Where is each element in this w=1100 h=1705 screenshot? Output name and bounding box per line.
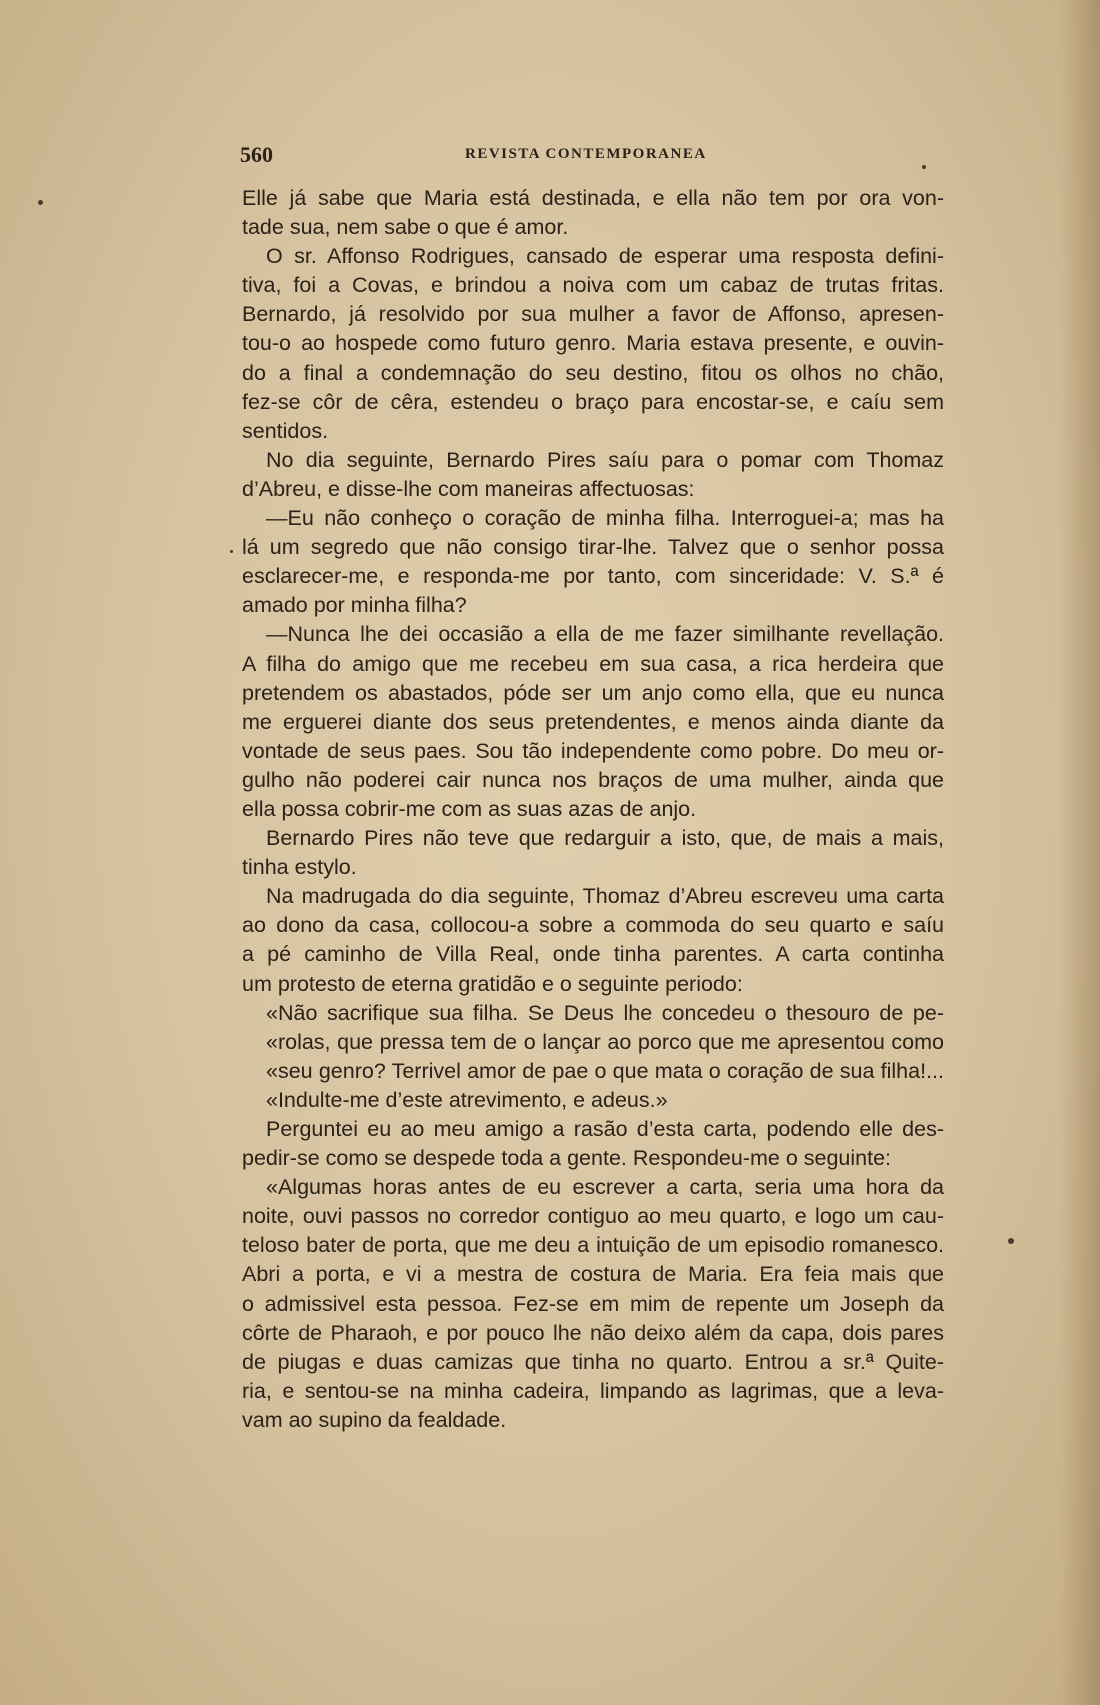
- text-line: fez-se côr de cêra, estendeu o braço para encostar-se, e caíu sem: [242, 389, 944, 414]
- text-line: A filha do amigo que me recebeu em sua casa, a rica herdeira que: [242, 651, 944, 676]
- text-line: —Nunca lhe dei occasião a ella de me fazer similhante revellação.: [266, 622, 944, 647]
- text-line: Bernardo Pires não teve que redarguir a isto, que, de mais a mais,: [266, 826, 944, 851]
- text-line: teloso bater de porta, que me deu a intuição de um episodio romanesco.: [242, 1233, 944, 1258]
- text-line: Bernardo, já resolvido por sua mulher a favor de Affonso, apresen-: [242, 302, 944, 327]
- text-line: Elle já sabe que Maria está destinada, e ella não tem por ora von-: [242, 186, 944, 210]
- text-line: Perguntei eu ao meu amigo a rasão d’esta carta, podendo elle des-: [266, 1117, 944, 1141]
- text-line: amado por minha filha?: [242, 593, 467, 618]
- text-line: vontade de seus paes. Sou tão independente como pobre. Do meu or-: [242, 738, 944, 763]
- text-line: tiva, foi a Covas, e brindou a noiva com um cabaz de trutas fritas.: [242, 273, 944, 298]
- text-line: um protesto de eterna gratidão e o seguinte periodo:: [242, 971, 743, 996]
- text-line: Na madrugada do dia seguinte, Thomaz d’Abreu escreveu uma carta: [266, 884, 944, 909]
- text-line: d’Abreu, e disse-lhe com maneiras affectuosas:: [242, 476, 695, 501]
- text-line: «Não sacrifique sua filha. Se Deus lhe concedeu o thesouro de pe-: [266, 1000, 944, 1025]
- text-line: No dia seguinte, Bernardo Pires saíu para o pomar com Thomaz: [266, 447, 944, 472]
- paper-speck: [38, 200, 43, 205]
- text-line: vam ao supino da fealdade.: [242, 1407, 507, 1432]
- text-line: tinha estylo.: [242, 855, 357, 880]
- text-line: côrte de Pharaoh, e por pouco lhe não deixo além da capa, dois pares: [242, 1320, 944, 1345]
- text-line: gulho não poderei cair nunca nos braços de uma mulher, ainda que: [242, 767, 944, 792]
- text-line: tade sua, nem sabe o que é amor.: [242, 215, 569, 240]
- text-line: me erguerei diante dos seus pretendentes, e menos ainda diante da: [242, 709, 944, 734]
- text-line: o admissivel esta pessoa. Fez-se em mim de repente um Joseph da: [242, 1291, 944, 1316]
- text-line: —Eu não conheço o coração de minha filha. Interroguei-a; mas ha: [266, 506, 944, 531]
- page-header: [240, 142, 942, 172]
- text-line: «rolas, que pressa tem de o lançar ao porco que me apresentou como: [266, 1029, 944, 1054]
- text-line: a pé caminho de Villa Real, onde tinha parentes. A carta continha: [242, 942, 944, 967]
- text-line: Abri a porta, e vi a mestra de costura de Maria. Era feia mais que: [242, 1262, 944, 1287]
- text-line: de piugas e duas camizas que tinha no quarto. Entrou a sr.ª Quite-: [242, 1349, 944, 1374]
- text-line: sentidos.: [242, 418, 329, 443]
- text-line: pretendem os abastados, póde ser um anjo como ella, que eu nunca: [242, 680, 944, 705]
- text-line: tou-o ao hospede como futuro genro. Maria estava presente, e ouvin-: [242, 331, 944, 356]
- text-line: do a final a condemnação do seu destino, fitou os olhos no chão,: [242, 360, 944, 385]
- page-number: 560: [240, 142, 273, 167]
- body-text: [242, 184, 944, 1435]
- text-line: «seu genro? Terrivel amor de pae o que mata o coração de sua filha!...: [266, 1058, 944, 1083]
- text-line: O sr. Affonso Rodrigues, cansado de esperar uma resposta defini-: [266, 244, 944, 269]
- paper-speck: [230, 550, 233, 553]
- running-title: REVISTA CONTEMPORANEA: [465, 146, 707, 162]
- text-line: ao dono da casa, collocou-a sobre a commoda do seu quarto e saíu: [242, 913, 944, 938]
- text-line: esclarecer-me, e responda-me por tanto, com sinceridade: V. S.ª é: [242, 564, 944, 589]
- text-line: «Indulte-me d’este atrevimento, e adeus.»: [266, 1087, 668, 1112]
- text-line: lá um segredo que não consigo tirar-lhe. Talvez que o senhor possa: [242, 535, 944, 560]
- text-line: pedir-se como se despede toda a gente. Respondeu-me o seguinte:: [242, 1146, 892, 1171]
- text-line: «Algumas horas antes de eu escrever a carta, seria uma hora da: [266, 1175, 944, 1200]
- page-edge-shadow: [1060, 0, 1100, 1705]
- text-line: ria, e sentou-se na minha cadeira, limpando as lagrimas, que a leva-: [242, 1378, 944, 1403]
- paper-speck: [922, 165, 926, 169]
- text-line: noite, ouvi passos no corredor contiguo ao meu quarto, e logo um cau-: [242, 1204, 944, 1229]
- text-line: ella possa cobrir-me com as suas azas de anjo.: [242, 796, 697, 821]
- paper-speck: [1008, 1238, 1014, 1244]
